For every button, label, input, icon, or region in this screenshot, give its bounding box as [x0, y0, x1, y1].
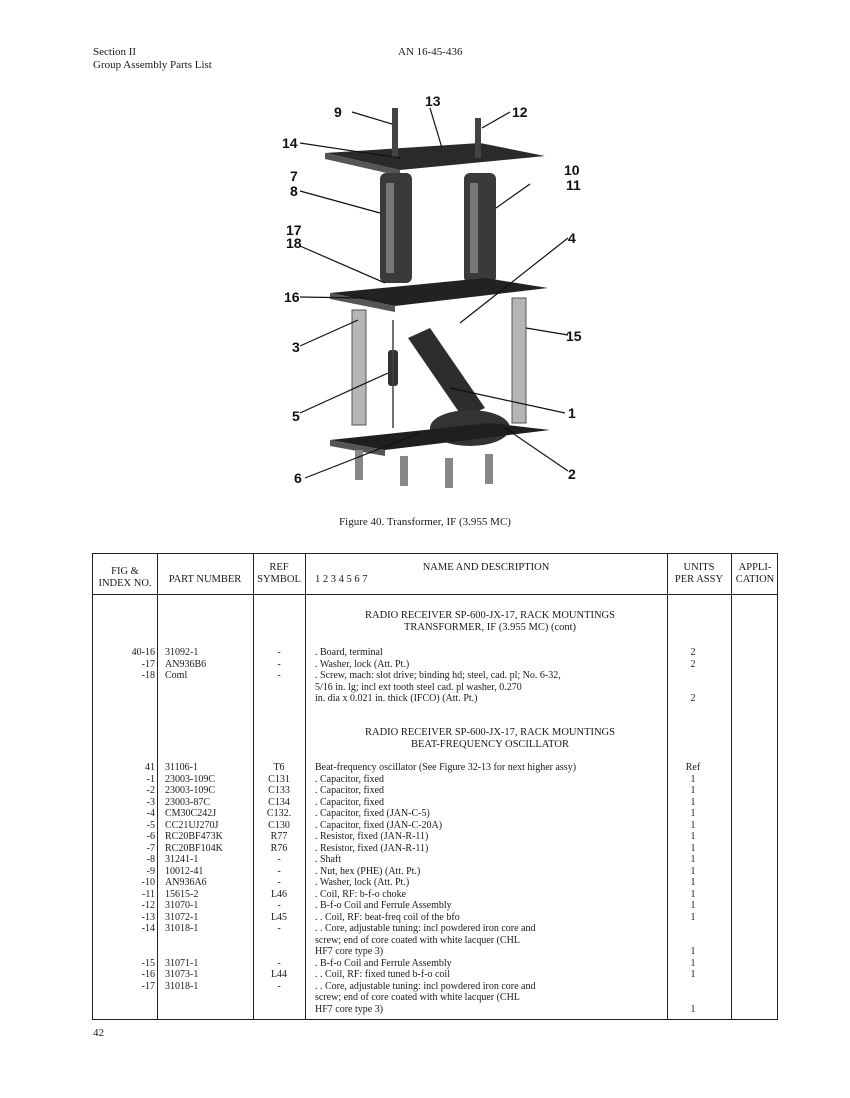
cell-part-number: 31018-1 [165, 923, 199, 934]
cell-part-number: 15615-2 [165, 888, 199, 900]
cell-description: in. dia x 0.021 in. thick (IFCO) (Att. Pt.) [315, 693, 478, 704]
cell-units: 1 [690, 842, 696, 854]
cell-part-number: AN936A6 [165, 877, 207, 888]
cell-units: 1 [690, 796, 696, 808]
figure-caption: Figure 40. Transformer, IF (3.955 MC) [339, 516, 511, 528]
section-subtitle: Group Assembly Parts List [93, 59, 212, 71]
header-indent-levels: 1 2 3 4 5 6 7 [315, 574, 368, 585]
table-row [93, 992, 779, 1003]
cell-description: . Washer, lock (Att. Pt.) [315, 658, 410, 670]
section-label: Section II [93, 46, 137, 58]
header-ref-symbol: REF SYMBOL [257, 562, 301, 585]
table-row [93, 923, 779, 934]
cell-description: . Capacitor, fixed [315, 796, 385, 808]
table-row [93, 843, 779, 854]
table-row [93, 785, 779, 796]
callout-17: 17 [286, 222, 302, 238]
callout-15: 15 [566, 328, 582, 344]
cell-units: 2 [690, 647, 696, 658]
table-row [93, 981, 779, 992]
callout-10: 10 [564, 162, 580, 178]
cell-ref-symbol: T6 [273, 762, 285, 773]
cell-description: . Capacitor, fixed (JAN-C-5) [315, 808, 430, 819]
cell-units: 1 [690, 773, 696, 785]
cell-units: 1 [690, 888, 696, 900]
table-row [93, 1004, 779, 1015]
cell-description: . . Core, adjustable tuning: incl powdered iron core and [315, 980, 536, 992]
table-row [93, 854, 779, 865]
section-heading-transformer: RADIO RECEIVER SP-600-JX-17, RACK MOUNTINGS TRANSFORMER, IF (3.955 MC) (cont) [365, 610, 615, 633]
table-row [93, 877, 779, 888]
callout-5: 5 [292, 408, 300, 424]
cell-description: . Resistor, fixed (JAN-R-11) [315, 831, 429, 842]
cell-ref-symbol: - [277, 865, 281, 877]
cell-description: . . Core, adjustable tuning: incl powdered iron core and [315, 923, 536, 934]
cell-index: -14 [141, 923, 155, 934]
callout-7: 7 [290, 168, 298, 184]
cell-part-number: 31241-1 [165, 854, 199, 865]
cell-description: . Capacitor, fixed [315, 785, 385, 796]
cell-index: -1 [146, 773, 155, 785]
cell-units: 1 [690, 865, 696, 877]
cell-ref-symbol: - [277, 658, 281, 670]
table-row [93, 889, 779, 900]
cell-ref-symbol: - [277, 900, 281, 911]
callout-13: 13 [425, 93, 441, 109]
table-row [93, 969, 779, 980]
cell-description: HF7 core type 3) [315, 1003, 384, 1015]
cell-index: -15 [141, 957, 155, 969]
cell-units: 1 [690, 957, 696, 969]
cell-part-number: 23003-87C [165, 796, 210, 808]
cell-ref-symbol: - [277, 980, 281, 992]
cell-part-number: 23003-109C [165, 773, 215, 785]
callout-8: 8 [290, 183, 298, 199]
transformer-illustration [270, 88, 600, 508]
cell-part-number: Coml [165, 670, 188, 681]
cell-ref-symbol: - [277, 647, 281, 658]
cell-part-number: 31018-1 [165, 980, 199, 992]
cell-description: . Screw, mach: slot drive; binding hd; steel, cad. pl; No. 6-32, [315, 670, 561, 681]
document-number: AN 16-45-436 [398, 46, 463, 58]
cell-description: . B-f-o Coil and Ferrule Assembly [315, 900, 452, 911]
table-row [93, 659, 779, 670]
cell-index: 40-16 [131, 647, 155, 658]
cell-index: -5 [146, 819, 155, 831]
cell-ref-symbol: R76 [270, 842, 288, 854]
cell-ref-symbol: - [277, 670, 281, 681]
cell-units: 1 [690, 854, 696, 865]
cell-index: -16 [141, 969, 155, 980]
cell-description: . . Coil, RF: beat-freq coil of the bfo [315, 911, 460, 923]
cell-units: 1 [690, 946, 696, 957]
callout-16: 16 [284, 289, 300, 305]
callout-12: 12 [512, 104, 528, 120]
cell-ref-symbol: C130 [268, 819, 290, 831]
cell-units: 1 [690, 877, 696, 888]
cell-part-number: 31071-1 [165, 957, 199, 969]
cell-part-number: 31073-1 [165, 969, 199, 980]
table-row [93, 820, 779, 831]
cell-ref-symbol: - [277, 923, 281, 934]
header-part-number: PART NUMBER [168, 574, 242, 585]
cell-description: . Washer, lock (Att. Pt.) [315, 877, 410, 888]
cell-units: 1 [690, 808, 696, 819]
cell-description: screw; end of core coated with white lacquer (CHL [315, 992, 520, 1003]
cell-ref-symbol: C134 [268, 796, 290, 808]
cell-units: 1 [690, 785, 696, 796]
callout-18: 18 [286, 235, 302, 251]
cell-description: . . Coil, RF: fixed tuned b-f-o coil [315, 969, 450, 980]
cell-index: -17 [141, 980, 155, 992]
table-row [93, 670, 779, 681]
cell-index: -3 [146, 796, 155, 808]
callout-6: 6 [294, 470, 302, 486]
table-row [93, 774, 779, 785]
cell-ref-symbol: L44 [270, 969, 288, 980]
cell-units: 1 [690, 900, 696, 911]
cell-index: -7 [146, 842, 155, 854]
table-row [93, 808, 779, 819]
cell-description: . Nut, hex (PHE) (Att. Pt.) [315, 865, 421, 877]
cell-index: 41 [145, 762, 155, 773]
callout-2: 2 [568, 466, 576, 482]
cell-description: . B-f-o Coil and Ferrule Assembly [315, 957, 452, 969]
table-row [93, 682, 779, 693]
cell-part-number: 31072-1 [165, 911, 199, 923]
cell-ref-symbol: C133 [268, 785, 290, 796]
cell-description: HF7 core type 3) [315, 946, 384, 957]
table-row [93, 935, 779, 946]
cell-index: -6 [146, 831, 155, 842]
cell-units: 1 [690, 819, 696, 831]
table-row [93, 946, 779, 957]
cell-index: -17 [141, 658, 155, 670]
cell-units: 1 [690, 831, 696, 842]
cell-index: -10 [141, 877, 155, 888]
cell-description: . Capacitor, fixed [315, 773, 385, 785]
parts-list-table [92, 553, 778, 1020]
cell-ref-symbol: L46 [270, 888, 288, 900]
cell-ref-symbol: R77 [270, 831, 288, 842]
cell-part-number: CM30C242J [165, 808, 217, 819]
cell-units: 1 [690, 969, 696, 980]
cell-part-number: 10012-41 [165, 865, 204, 877]
cell-ref-symbol: L45 [270, 911, 288, 923]
cell-description: . Shaft [315, 854, 342, 865]
table-row [93, 900, 779, 911]
cell-index: -9 [146, 865, 155, 877]
cell-index: -8 [146, 854, 155, 865]
cell-units: 1 [690, 1003, 696, 1015]
table-row [93, 831, 779, 842]
table-row [93, 693, 779, 704]
cell-part-number: 31070-1 [165, 900, 199, 911]
cell-ref-symbol: - [277, 957, 281, 969]
table-row [93, 958, 779, 969]
callout-4: 4 [568, 230, 576, 246]
cell-index: -11 [142, 888, 155, 900]
cell-index: -13 [141, 911, 155, 923]
cell-units: 1 [690, 911, 696, 923]
cell-part-number: 31106-1 [165, 762, 198, 773]
cell-description: screw; end of core coated with white lacquer (CHL [315, 934, 520, 946]
cell-part-number: 31092-1 [165, 647, 199, 658]
cell-units: Ref [685, 762, 701, 773]
callout-3: 3 [292, 339, 300, 355]
cell-description: . Resistor, fixed (JAN-R-11) [315, 842, 429, 854]
cell-ref-symbol: C131 [268, 773, 290, 785]
cell-part-number: AN936B6 [165, 658, 207, 670]
cell-ref-symbol: C132. [266, 808, 292, 819]
table-row [93, 797, 779, 808]
header-fig: FIG & INDEX NO. [98, 566, 152, 589]
table-row [93, 647, 779, 658]
cell-units: 2 [690, 658, 696, 670]
table-row [93, 912, 779, 923]
cell-description: Beat-frequency oscillator (See Figure 32-13 for next higher assy) [315, 762, 577, 773]
cell-ref-symbol: - [277, 877, 281, 888]
header-application: APPLI- CATION [735, 562, 775, 585]
cell-index: -4 [146, 808, 155, 819]
cell-part-number: RC20BF104K [165, 842, 223, 854]
cell-description: 5/16 in. lg; incl ext tooth steel cad. pl washer, 0.270 [315, 681, 522, 693]
cell-index: -18 [141, 670, 155, 681]
cell-ref-symbol: - [277, 854, 281, 865]
table-row [93, 762, 779, 773]
cell-index: -2 [146, 785, 155, 796]
header-units-per-assy: UNITS PER ASSY [674, 562, 724, 585]
cell-description: . Board, terminal [315, 647, 383, 658]
header-name-description: NAME AND DESCRIPTION [422, 562, 550, 573]
page-number: 42 [93, 1027, 104, 1039]
cell-description: . Coil, RF: b-f-o choke [315, 888, 407, 900]
cell-units: 2 [690, 693, 696, 704]
callout-9: 9 [334, 104, 342, 120]
cell-part-number: 23003-109C [165, 785, 215, 796]
section-heading-bfo: RADIO RECEIVER SP-600-JX-17, RACK MOUNTINGS BEAT-FREQUENCY OSCILLATOR [365, 727, 615, 750]
callout-14: 14 [282, 135, 298, 151]
cell-part-number: CC21UJ270J [165, 819, 219, 831]
cell-description: . Capacitor, fixed (JAN-C-20A) [315, 819, 443, 831]
cell-part-number: RC20BF473K [165, 831, 223, 842]
page-header-left [93, 46, 212, 72]
table-row [93, 866, 779, 877]
transformer-drawing [270, 88, 600, 508]
callout-11: 11 [566, 177, 581, 193]
callout-1: 1 [568, 405, 576, 421]
cell-index: -12 [141, 900, 155, 911]
